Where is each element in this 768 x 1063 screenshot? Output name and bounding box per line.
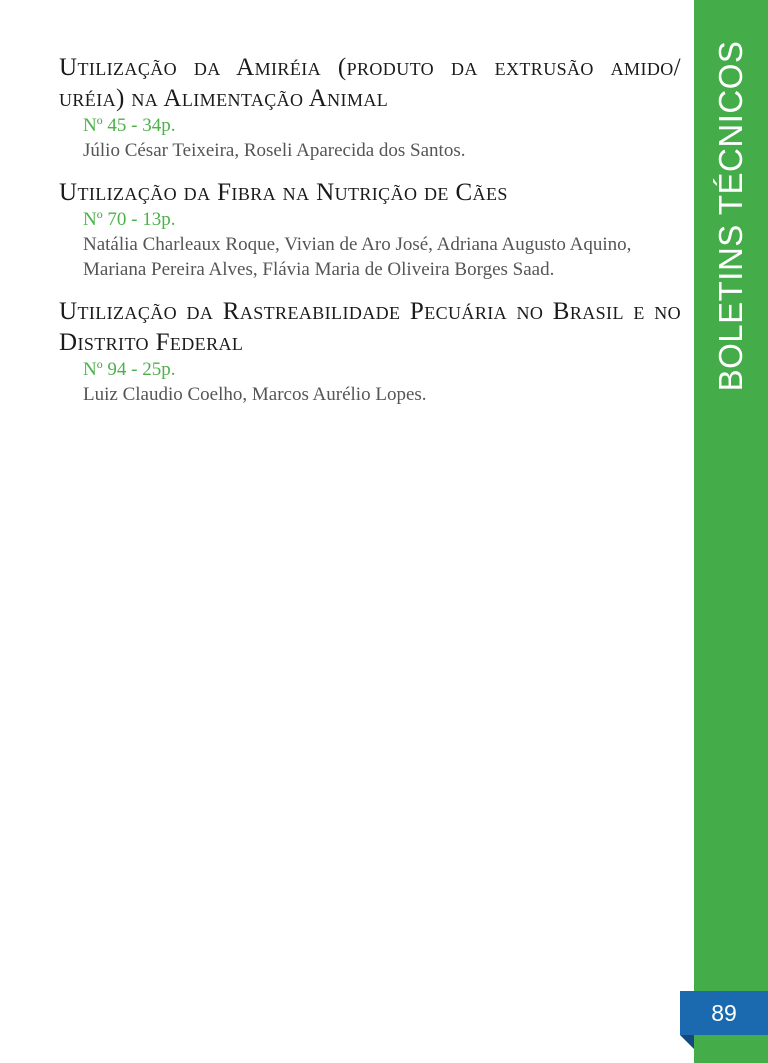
entry-authors: Natália Charleaux Roque, Vivian de Aro José, Adriana Augusto Aquino, Mariana Pereira Alves, Flávia Maria de Oliveira Borges Saad. xyxy=(83,234,632,280)
page-number-fold-shape xyxy=(680,1035,694,1049)
entry-title: Utilização da Rastreabilidade Pecuária no Brasil e no Distrito Federal xyxy=(59,298,681,356)
entry xyxy=(59,52,681,163)
entry xyxy=(59,296,681,407)
entry-authors: Júlio César Teixeira, Roseli Aparecida dos Santos. xyxy=(83,140,466,161)
entry-title: Utilização da Amiréia (produto da extrusão amido/ uréia) na Alimentação Animal xyxy=(59,54,681,112)
section-label: BOLETINS TÉCNICOS xyxy=(712,40,749,392)
entry-title: Utilização da Fibra na Nutrição de Cães xyxy=(59,179,508,206)
entry-number: Nº 94 - 25p. xyxy=(83,359,176,380)
entry-list xyxy=(59,52,681,421)
entry-number: Nº 70 - 13p. xyxy=(83,209,176,230)
entry xyxy=(59,177,681,282)
page-number: 89 xyxy=(711,1000,737,1026)
entry-authors: Luiz Claudio Coelho, Marcos Aurélio Lopes. xyxy=(83,384,427,405)
entry-number: Nº 45 - 34p. xyxy=(83,115,176,136)
